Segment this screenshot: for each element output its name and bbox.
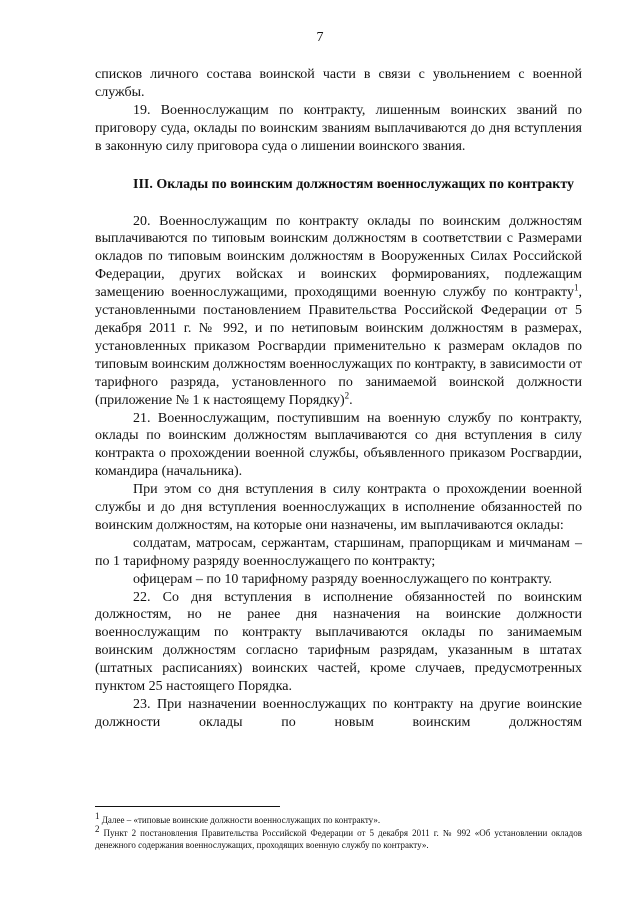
footnote-2 xyxy=(95,823,582,852)
paragraph-20-part-c: . xyxy=(349,392,353,408)
paragraph-20 xyxy=(95,213,582,410)
footnote-2-mark: 2 xyxy=(95,823,100,834)
paragraph-continuation: списков личного состава воинской части в связи с увольнением с военной службы. xyxy=(95,67,582,100)
main-text xyxy=(95,66,582,732)
paragraph-20-part-b: , установленными постановлением Правительства Российской Федерации от 5 декабря 2011 г. № 992, и по нетиповым воинским должностям в размерах, установленных приказом Росгвардии применительно к размерам окладов по типовым воинским должностям военнослужащих по контракту, в зависимости от тарифного разряда, установленного по занимаемой воинской должности (приложение № 1 к настоящему Порядку) xyxy=(95,285,582,408)
paragraph-21-officers: офицерам – по 10 тарифному разряду военнослужащего по контракту. xyxy=(133,571,553,587)
paragraph-21-second: При этом со дня вступления в силу контракта о прохождении военной службы и до дня вступления военнослужащих в исполнение обязанностей по воинским должностям, на которые они назначены, им выплачиваются оклады: xyxy=(95,482,582,533)
paragraph-19: 19. Военнослужащим по контракту, лишенным воинских званий по приговору суда, оклады по воинским званиям выплачиваются до дня вступления в законную силу приговора суда о лишении воинского звания. xyxy=(95,102,582,154)
footnotes xyxy=(95,806,582,852)
footnote-ref-2: 2 xyxy=(344,389,350,400)
footnote-1-mark: 1 xyxy=(95,811,100,821)
footnote-1-text: Далее – «типовые воинские должности военнослужащих по контракту». xyxy=(99,815,381,825)
paragraph-20-part-a: 20. Военнослужащим по контракту оклады по воинским должностям выплачиваются по типовым воинским должностям в соответствии с Размерами окладов по типовым воинским должностям в Вооруженных Силах Российской Федерации, других войсках и воинских формированиях, подлежащим замещению военнослужащими, проходящими военную службу по контракту xyxy=(95,213,582,301)
paragraph-21: 21. Военнослужащим, поступившим на военную службу по контракту, оклады по воинским должностям выплачиваются со дня вступления в силу контракта о прохождении военной службы, объявленного приказом Росгвардии, командира (начальника). xyxy=(95,410,582,480)
page-number: 7 xyxy=(316,30,324,45)
section-heading: III. Оклады по воинским должностям военнослужащих по контракту xyxy=(133,176,575,192)
footnote-2-text: Пункт 2 постановления Правительства Российской Федерации от 5 декабря 2011 г. № 992 «Об установлении окладов денежного содержания военнослужащих, проходящих военную службу по контракту». xyxy=(95,827,582,850)
paragraph-21-soldiers: солдатам, матросам, сержантам, старшинам, прапорщикам и мичманам – по 1 тарифному разряду военнослужащего по контракту; xyxy=(95,535,582,569)
footnote-ref-1: 1 xyxy=(574,282,579,293)
paragraph-22: 22. Со дня вступления в исполнение обязанностей по воинским должностям, но не ранее дня назначения на воинские должности военнослужащим по контракту выплачиваются оклады по занимаемым воинским должностям согласно тарифным разрядам, указанным в штатах (штатных расписаниях) воинских частей, кроме случаев, предусмотренных пунктом 25 настоящего Порядка. xyxy=(95,589,582,695)
footnote-separator xyxy=(95,806,280,807)
paragraph-23: 23. При назначении военнослужащих по контракту на другие воинские должности оклады по новым воинским должностям xyxy=(95,697,582,730)
footnote-1 xyxy=(95,811,582,827)
